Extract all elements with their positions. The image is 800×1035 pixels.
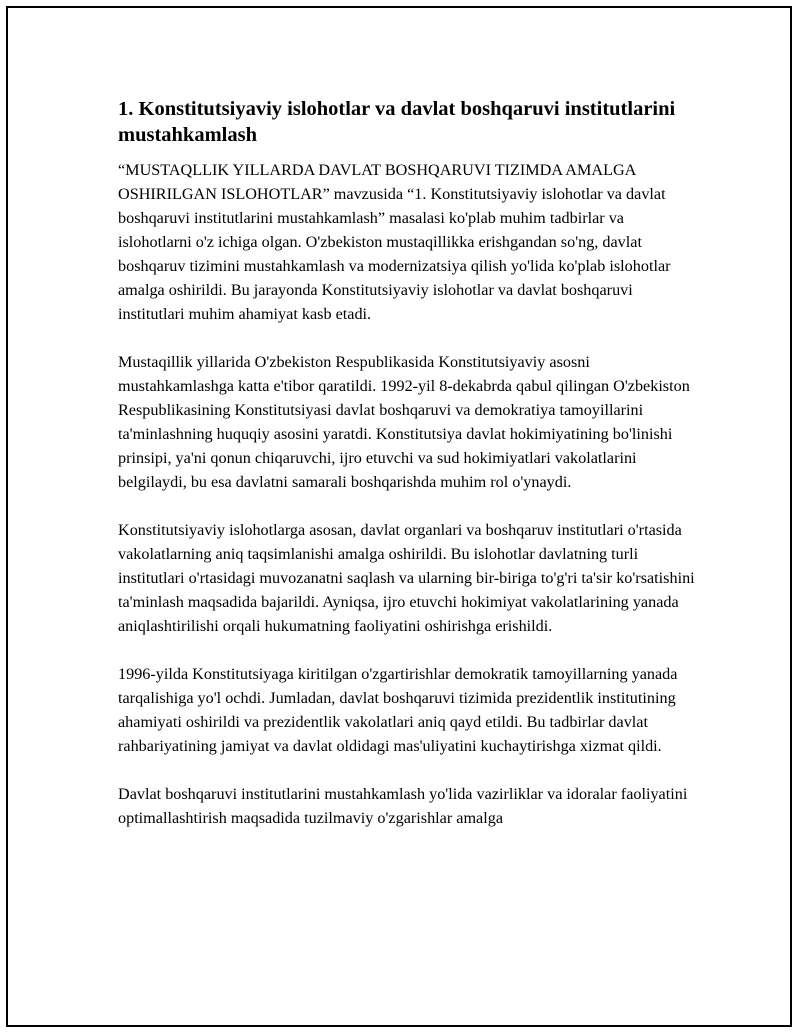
paragraph-intro: “MUSTAQLLIK YILLARDA DAVLAT BOSHQARUVI TIZIMDA AMALGA OSHIRILGAN ISLOHOTLAR” mavzusida “1. Konstitutsiyaviy islohotlar va davlat boshqaruvi institutlarini mustahkamlash” masalasi ko'plab muhim tadbirlar va islohotlarni o'z ichiga olgan. O'zbekiston mustaqillikka erishgandan so'ng, davlat boshqaruv tizimini mustahkamlash va modernizatsiya qilish yo'lida ko'plab islohotlar amalga oshirildi. Bu jarayonda Konstitutsiyaviy islohotlar va davlat boshqaruvi institutlari muhim ahamiyat kasb etadi. (118, 161, 671, 323)
paragraph-amendments-1996: 1996-yilda Konstitutsiyaga kiritilgan o'zgartirishlar demokratik tamoyillarning yanada tarqalishiga yo'l ochdi. Jumladan, davlat boshqaruvi tizimida prezidentlik institutining ahamiyati oshirildi va prezidentlik vakolatlari aniq qayd etildi. Bu tadbirlar davlat rahbariyatining jamiyat va davlat oldidagi mas'uliyatini kuchaytirishga xizmat qildi. (118, 665, 678, 755)
paragraph-ministries: Davlat boshqaruvi institutlarini mustahkamlash yo'lida vazirliklar va idoralar faoliyatini optimallashtirish maqsadida tuzilmaviy o'zgarishlar amalga (118, 785, 688, 827)
paragraph-power-distribution: Konstitutsiyaviy islohotlarga asosan, davlat organlari va boshqaruv institutlari o'rtasida vakolatlarning aniq taqsimlanishi amalga oshirildi. Bu islohotlar davlatning turli institutlari o'rtasidagi muvozanatni saqlash va ularning bir-biriga to'g'ri ta'sir ko'rsatishini ta'minlash maqsadida bajarildi. Ayniqsa, ijro etuvchi hokimiyat vakolatlarining yanada aniqlashtirilishi orqali hukumatning faoliyatini oshirishga erishildi. (118, 521, 695, 635)
paragraph-constitution-1992: Mustaqillik yillarida O'zbekiston Respublikasida Konstitutsiyaviy asosni mustahkamlashga katta e'tibor qaratildi. 1992-yil 8-dekabrda qabul qilingan O'zbekiston Respublikasining Konstitutsiyasi davlat boshqaruvi va demokratiya tamoyillarini ta'minlashning huquqiy asosini yaratdi. Konstitutsiya davlat hokimiyatining bo'linishi prinsipi, ya'ni qonun chiqaruvchi, ijro etuvchi va sud hokimiyatlari vakolatlarini belgilaydi, bu esa davlatni samarali boshqarishda muhim rol o'ynaydi. (118, 353, 690, 491)
section-heading: 1. Konstitutsiyaviy islohotlar va davlat boshqaruvi institutlarini mustahkamlash (118, 98, 676, 146)
document-body (118, 96, 698, 854)
